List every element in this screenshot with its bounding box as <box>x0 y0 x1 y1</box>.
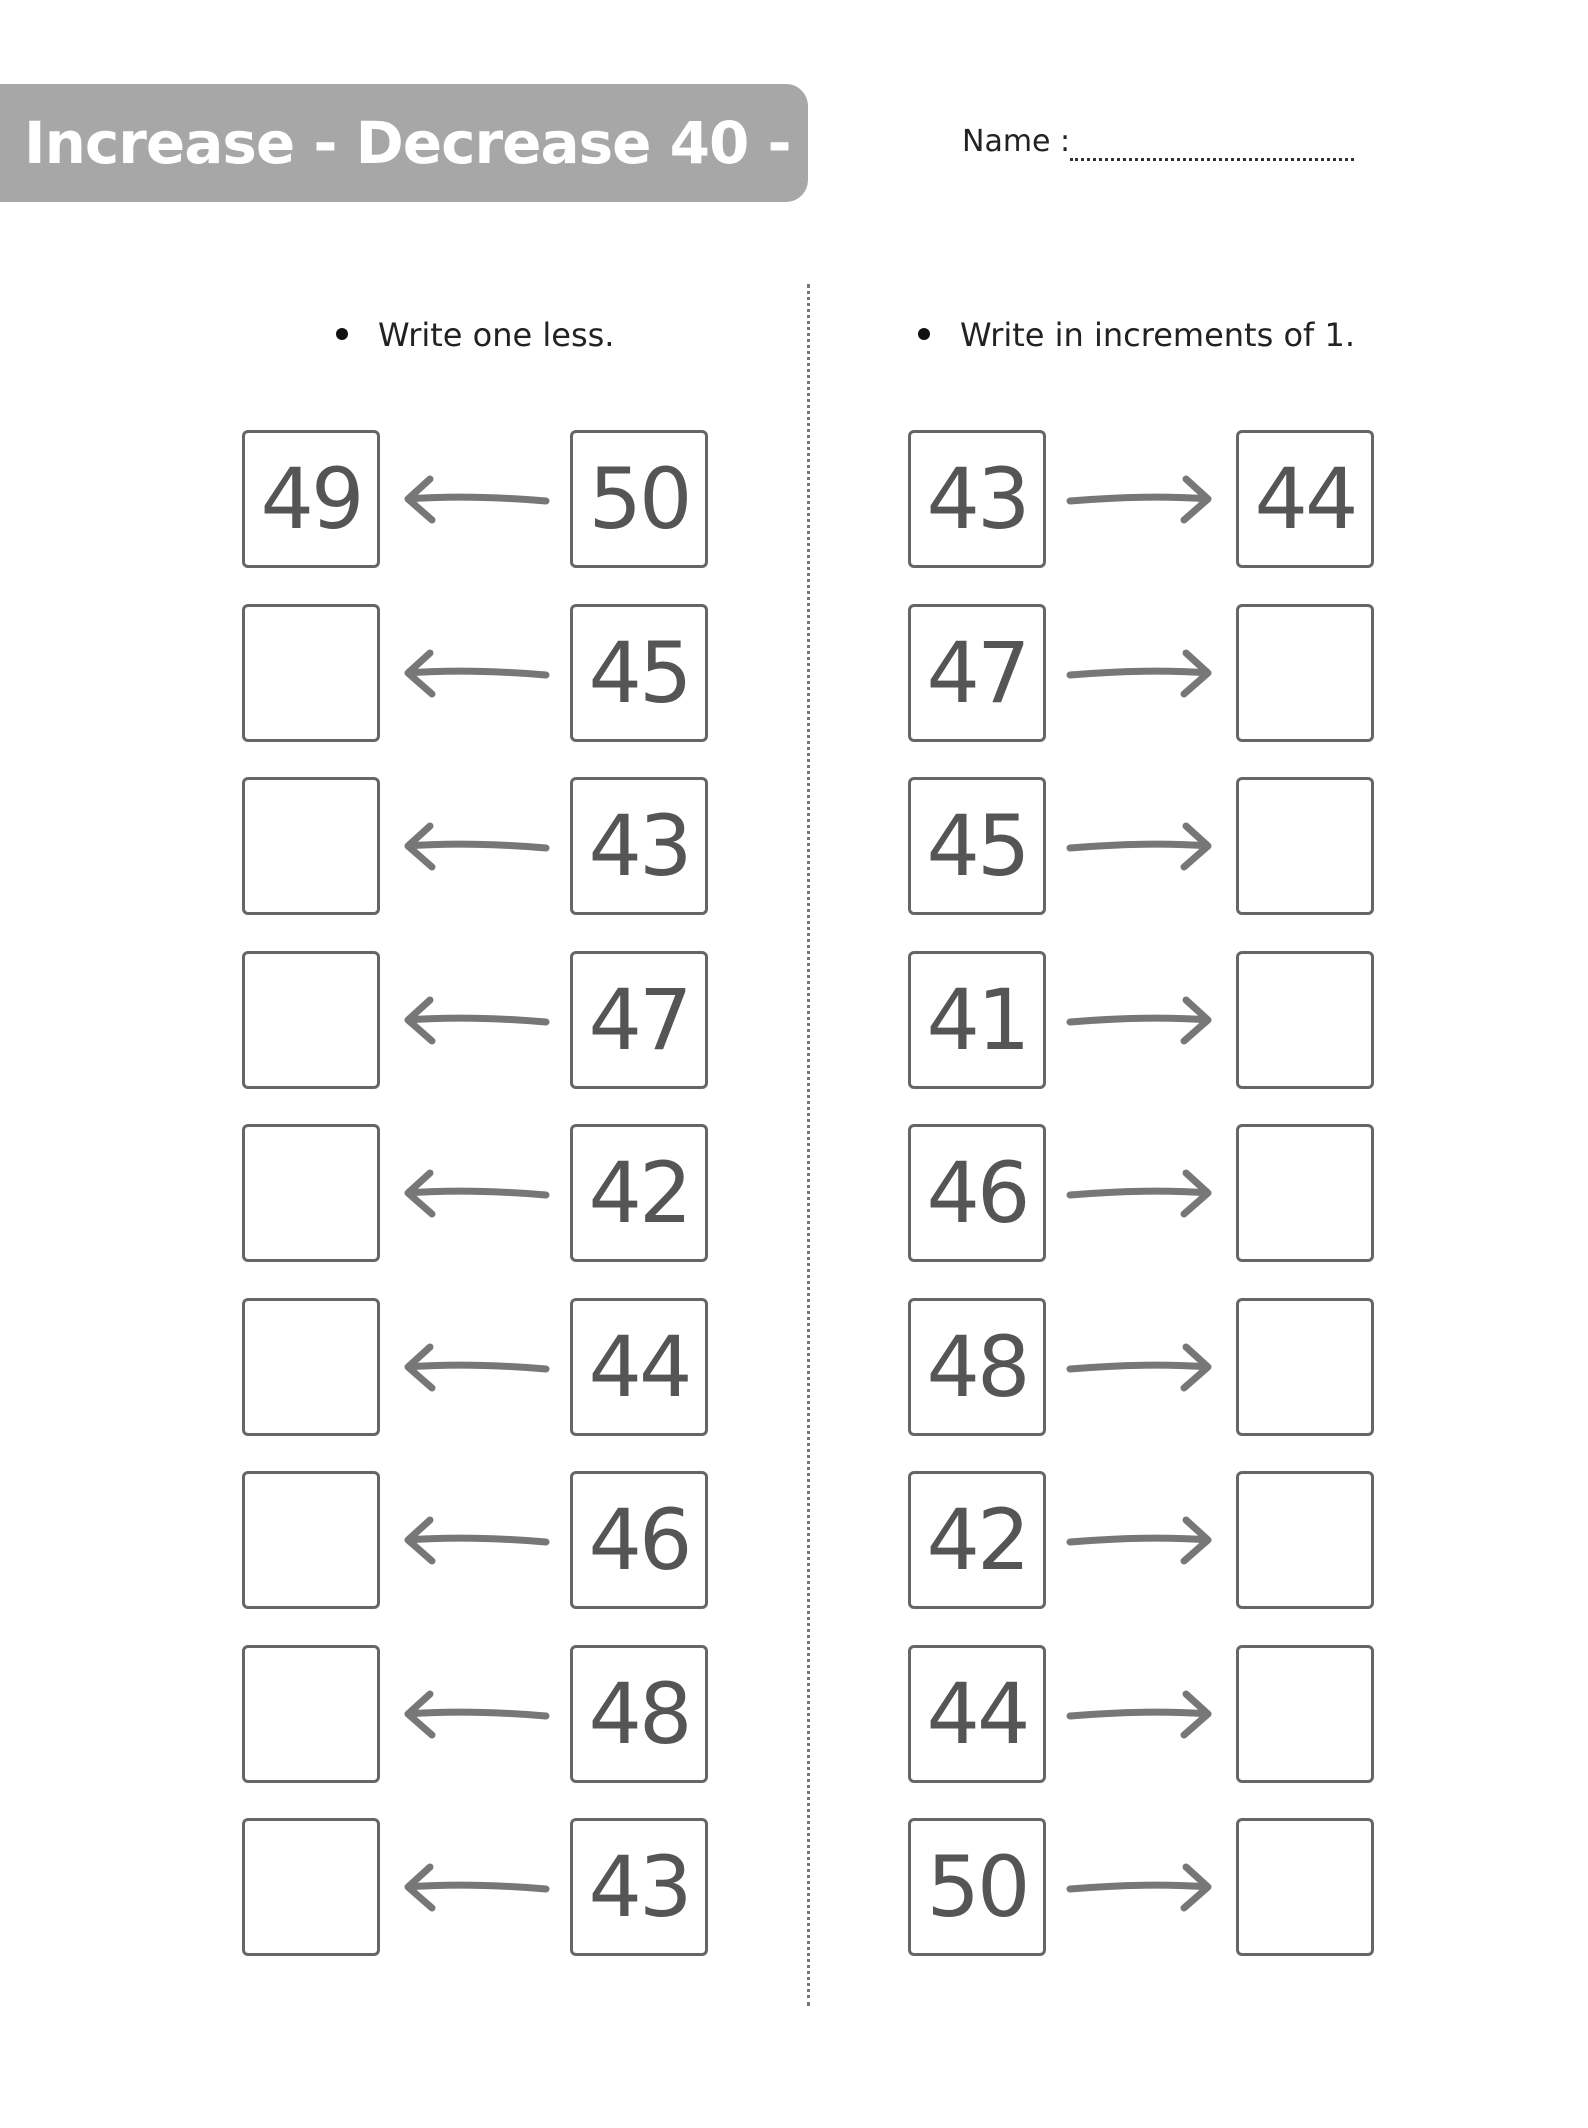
left-instruction-text: Write one less. <box>378 316 615 354</box>
answer-box[interactable] <box>242 951 380 1089</box>
exercise-row <box>242 1818 742 1960</box>
arrow-right-icon <box>1066 1860 1216 1916</box>
exercise-row <box>242 604 742 746</box>
exercise-row <box>908 1818 1408 1960</box>
answer-box[interactable] <box>1236 777 1374 915</box>
exercise-row <box>908 777 1408 919</box>
exercise-row <box>242 777 742 919</box>
page-title: Increase - Decrease 40 - 50 <box>24 109 889 177</box>
arrow-right-icon <box>1066 1687 1216 1743</box>
right-instruction-text: Write in increments of 1. <box>960 316 1355 354</box>
exercise-row <box>242 1124 742 1266</box>
given-number-box: 47 <box>570 951 708 1089</box>
exercise-row <box>242 951 742 1093</box>
answer-box[interactable] <box>242 604 380 742</box>
bullet-icon <box>336 328 348 340</box>
arrow-left-icon <box>400 1166 550 1222</box>
given-number-box: 46 <box>908 1124 1046 1262</box>
answer-box[interactable] <box>242 1471 380 1609</box>
title-banner <box>0 84 889 202</box>
column-divider <box>807 284 810 2006</box>
left-instruction <box>336 316 614 354</box>
name-line[interactable] <box>1070 158 1354 161</box>
arrow-right-icon <box>1066 472 1216 528</box>
given-number-box: 46 <box>570 1471 708 1609</box>
exercise-row <box>242 1298 742 1440</box>
given-number-box: 48 <box>570 1645 708 1783</box>
arrow-left-icon <box>400 1513 550 1569</box>
given-number-box: 41 <box>908 951 1046 1089</box>
answer-box[interactable]: 49 <box>242 430 380 568</box>
answer-box[interactable] <box>242 1298 380 1436</box>
exercise-row <box>908 430 1408 572</box>
arrow-right-icon <box>1066 1340 1216 1396</box>
exercise-row <box>908 1645 1408 1787</box>
arrow-left-icon <box>400 993 550 1049</box>
exercise-row <box>908 604 1408 746</box>
answer-box[interactable] <box>242 1124 380 1262</box>
arrow-left-icon <box>400 472 550 528</box>
given-number-box: 47 <box>908 604 1046 742</box>
exercise-row <box>242 1471 742 1613</box>
bullet-icon <box>918 328 930 340</box>
answer-box[interactable] <box>1236 1298 1374 1436</box>
exercise-row <box>242 430 742 572</box>
given-number-box: 43 <box>908 430 1046 568</box>
arrow-left-icon <box>400 1860 550 1916</box>
given-number-box: 42 <box>908 1471 1046 1609</box>
arrow-right-icon <box>1066 993 1216 1049</box>
given-number-box: 50 <box>570 430 708 568</box>
answer-box[interactable] <box>1236 1645 1374 1783</box>
given-number-box: 42 <box>570 1124 708 1262</box>
exercise-row <box>908 1124 1408 1266</box>
arrow-left-icon <box>400 1687 550 1743</box>
exercise-row <box>908 1298 1408 1440</box>
name-label: Name : <box>962 124 1071 159</box>
answer-box[interactable] <box>242 777 380 915</box>
arrow-left-icon <box>400 1340 550 1396</box>
exercise-row <box>908 1471 1408 1613</box>
answer-box[interactable] <box>1236 604 1374 742</box>
given-number-box: 43 <box>570 777 708 915</box>
answer-box[interactable] <box>242 1645 380 1783</box>
arrow-right-icon <box>1066 1513 1216 1569</box>
given-number-box: 48 <box>908 1298 1046 1436</box>
arrow-left-icon <box>400 819 550 875</box>
answer-box[interactable] <box>1236 1471 1374 1609</box>
answer-box[interactable] <box>242 1818 380 1956</box>
answer-box[interactable]: 44 <box>1236 430 1374 568</box>
right-instruction <box>918 316 1355 354</box>
answer-box[interactable] <box>1236 1818 1374 1956</box>
arrow-right-icon <box>1066 819 1216 875</box>
answer-box[interactable] <box>1236 951 1374 1089</box>
given-number-box: 44 <box>570 1298 708 1436</box>
name-field[interactable] <box>962 124 1392 164</box>
given-number-box: 43 <box>570 1818 708 1956</box>
given-number-box: 45 <box>908 777 1046 915</box>
exercise-row <box>908 951 1408 1093</box>
given-number-box: 44 <box>908 1645 1046 1783</box>
given-number-box: 45 <box>570 604 708 742</box>
exercise-row <box>242 1645 742 1787</box>
answer-box[interactable] <box>1236 1124 1374 1262</box>
arrow-left-icon <box>400 646 550 702</box>
arrow-right-icon <box>1066 646 1216 702</box>
arrow-right-icon <box>1066 1166 1216 1222</box>
given-number-box: 50 <box>908 1818 1046 1956</box>
